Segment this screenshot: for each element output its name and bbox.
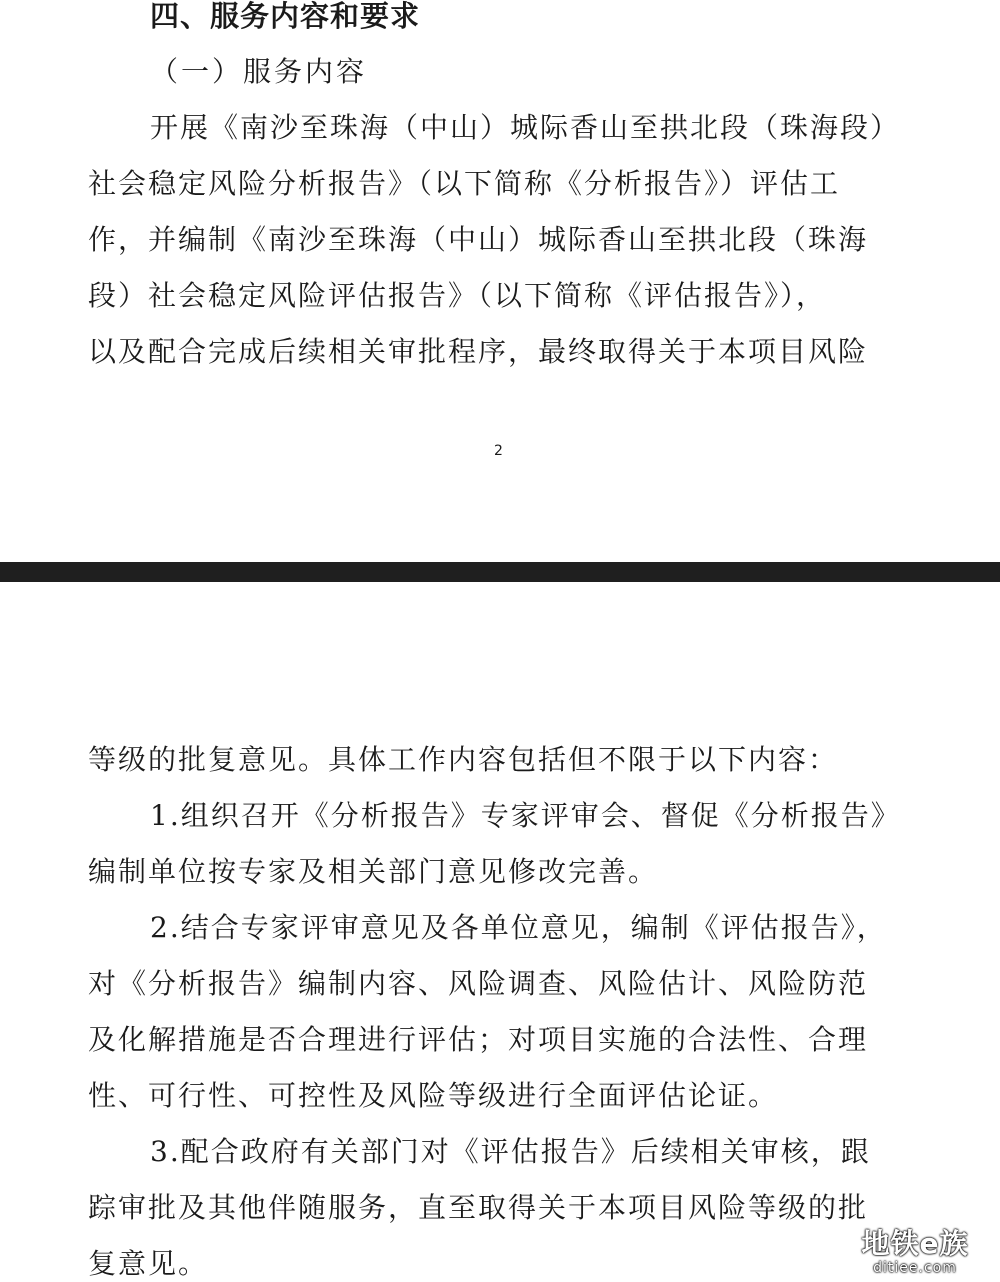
body-line: 及化解措施是否合理进行评估；对项目实施的合法性、合理 xyxy=(88,1023,869,1056)
page-separator xyxy=(0,562,1000,582)
document-page-bottom xyxy=(0,582,1000,1282)
page-number: 2 xyxy=(494,443,503,459)
list-item: 3.配合政府有关部门对《评估报告》后续相关审核，跟 xyxy=(150,1135,871,1168)
watermark-name: 地铁e族 xyxy=(861,1227,969,1260)
body-line: 踪审批及其他伴随服务，直至取得关于本项目风险等级的批 xyxy=(88,1191,869,1224)
body-line: 作，并编制《南沙至珠海（中山）城际香山至拱北段（珠海 xyxy=(88,223,869,256)
list-item: 1.组织召开《分析报告》专家评审会、督促《分析报告》 xyxy=(150,799,901,832)
document-page-top xyxy=(0,0,1000,562)
watermark-url: ditiee.com xyxy=(873,1260,957,1276)
section-heading: 四、服务内容和要求 xyxy=(150,0,421,33)
body-line: 开展《南沙至珠海（中山）城际香山至拱北段（珠海段） xyxy=(150,111,901,144)
body-line: 编制单位按专家及相关部门意见修改完善。 xyxy=(88,855,659,888)
body-line: 性、可行性、可控性及风险等级进行全面评估论证。 xyxy=(88,1079,779,1112)
body-line: 对《分析报告》编制内容、风险调查、风险估计、风险防范 xyxy=(88,967,869,1000)
body-line: 社会稳定风险分析报告》（以下简称《分析报告》）评估工 xyxy=(88,167,841,200)
body-line: 等级的批复意见。具体工作内容包括但不限于以下内容： xyxy=(88,743,839,776)
body-line: 段）社会稳定风险评估报告》（以下简称《评估报告》）， xyxy=(88,279,827,312)
site-watermark xyxy=(840,1228,990,1276)
body-line: 以及配合完成后续相关审批程序，最终取得关于本项目风险 xyxy=(88,335,869,368)
list-item: 2.结合专家评审意见及各单位意见，编制《评估报告》， xyxy=(150,911,887,944)
body-line: 复意见。 xyxy=(88,1247,209,1280)
subsection-heading: （一）服务内容 xyxy=(150,55,368,88)
